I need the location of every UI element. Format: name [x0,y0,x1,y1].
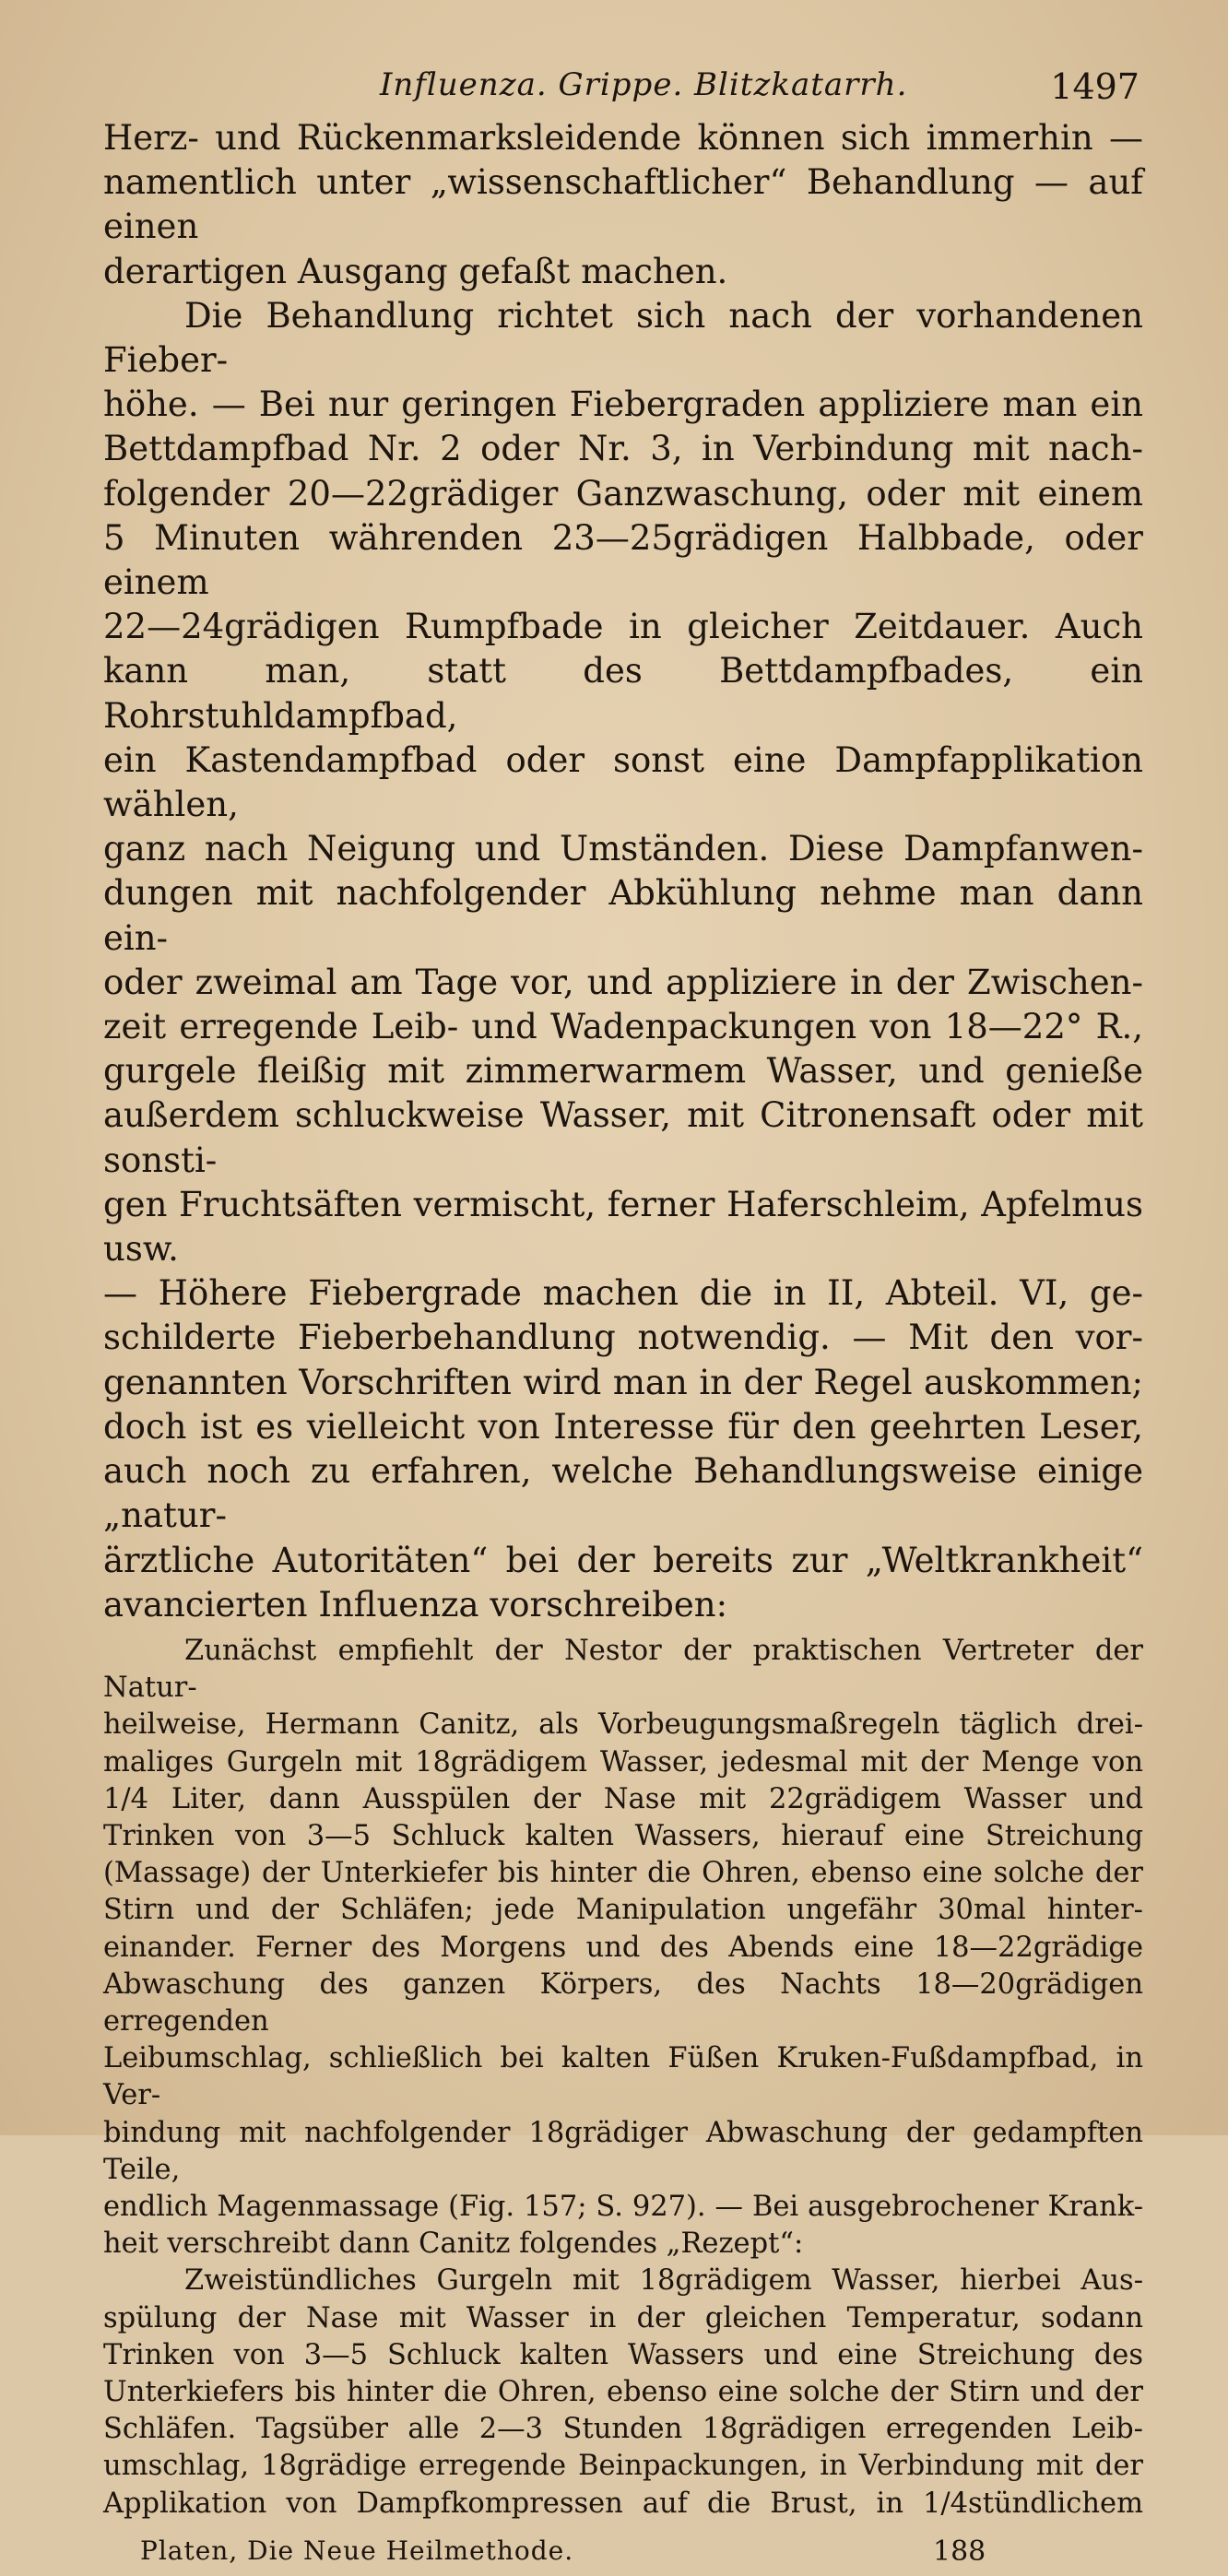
running-title: Influenza. Grippe. Blitzkatarrh. [380,66,908,103]
page-footer [103,2535,1143,2576]
text-line: 5 Minuten währenden 23—25grädigen Halbbade, oder einem [103,517,1143,603]
small-print-block [103,1633,1143,2523]
text-line: genannten Vorschriften wird man in der Regel auskommen; [103,1362,1143,1402]
text-line: zeit erregende Leib- und Wadenpackungen von 18—22° R., [103,1007,1143,1047]
small-text-line: Unterkiefers bis hinter die Ohren, ebenso eine solche der Stirn und der [103,2375,1143,2408]
text-line: Herz- und Rückenmarksleidende können sich immerhin — [103,118,1143,158]
small-text-line: Leibumschlag, schließlich bei kalten Füßen Kruken-Fußdampfbad, in Ver- [103,2042,1143,2112]
footer-author-title: Platen, Die Neue Heilmethode. [140,2535,574,2566]
text-line: höhe. — Bei nur geringen Fiebergraden appliziere man ein [103,384,1143,425]
small-text-line: einander. Ferner des Morgens und des Abends eine 18—22grädige [103,1931,1143,1964]
text-line: derartigen Ausgang gefaßt machen. [103,251,728,291]
small-text-line: Zunächst empfiehlt der Nestor der praktischen Vertreter der Natur- [103,1634,1143,1705]
small-text-line: Trinken von 3—5 Schluck kalten Wassers, hierauf eine Streichung [103,1819,1143,1852]
text-line: ärztliche Autoritäten“ bei der bereits zur „Weltkrankheit“ [103,1540,1143,1580]
text-line: gurgele fleißig mit zimmerwarmem Wasser, und genieße [103,1051,1143,1092]
small-text-line: heilweise, Hermann Canitz, als Vorbeugungsmaßregeln täglich drei- [103,1708,1143,1742]
text-line: namentlich unter „wissenschaftlicher“ Behandlung — auf einen [103,162,1143,247]
text-line: ganz nach Neigung und Umständen. Diese Dampfanwen- [103,829,1143,869]
text-line: auch noch zu erfahren, welche Behandlungsweise einige „natur- [103,1451,1143,1536]
text-line: avancierten Influenza vorschreiben: [103,1584,728,1625]
running-head [103,57,1143,116]
small-text-line: bindung mit nachfolgender 18grädiger Abwaschung der gedampften Teile, [103,2116,1143,2186]
main-text-block [103,116,1143,1627]
text-line: Die Behandlung richtet sich nach der vorhandenen Fieber- [103,295,1143,381]
text-line: doch ist es vielleicht von Interesse für den geehrten Leser, [103,1406,1143,1447]
small-text-line: maliges Gurgeln mit 18grädigem Wasser, jedesmal mit der Menge von [103,1745,1143,1778]
small-text-line: Zweistündliches Gurgeln mit 18grädigem Wasser, hierbei Aus- [184,2264,1143,2298]
text-line: gen Fruchtsäften vermischt, ferner Haferschleim, Apfelmus usw. [103,1184,1143,1270]
text-line: kann man, statt des Bettdampfbades, ein Rohrstuhldampfbad, [103,651,1143,736]
text-line: außerdem schluckweise Wasser, mit Citronensaft oder mit sonsti- [103,1095,1143,1180]
small-text-line: endlich Magenmassage (Fig. 157; S. 927). — Bei ausgebrochener Krank- [103,2190,1143,2223]
text-line: dungen mit nachfolgender Abkühlung nehme man dann ein- [103,873,1143,958]
small-text-line: Stirn und der Schläfen; jede Manipulation ungefähr 30mal hinter- [103,1894,1143,1927]
text-line: Bettdampfbad Nr. 2 oder Nr. 3, in Verbindung mit nach- [103,429,1143,469]
text-line: oder zweimal am Tage vor, und appliziere in der Zwischen- [103,962,1143,1002]
text-line: — Höhere Fiebergrade machen die in II, Abteil. VI, ge- [103,1273,1143,1314]
small-text-line: 1/4 Liter, dann Ausspülen der Nase mit 22grädigem Wasser und [103,1782,1143,1815]
text-line: ein Kastendampfbad oder sonst eine Dampfapplikation wählen, [103,739,1143,825]
small-text-line: umschlag, 18grädige erregende Beinpackungen, in Verbindung mit der [103,2450,1143,2483]
footer-sheet-number: 188 [933,2535,986,2568]
small-text-line: (Massage) der Unterkiefer bis hinter die Ohren, ebenso eine solche der [103,1857,1143,1890]
text-line: folgender 20—22grädiger Ganzwaschung, oder mit einem [103,473,1143,514]
small-text-line: spülung der Nase mit Wasser in der gleichen Temperatur, sodann [103,2301,1143,2334]
small-text-line: Abwaschung des ganzen Körpers, des Nachts 18—20grädigen erregenden [103,1967,1143,2038]
page-number: 1497 [1050,66,1139,107]
text-line: schilderte Fieberbehandlung notwendig. — Mit den vor- [103,1318,1143,1358]
small-text-line: Applikation von Dampfkompressen auf die Brust, in 1/4stündlichem [103,2487,1143,2520]
small-text-line: Schläfen. Tagsüber alle 2—3 Stunden 18grädigen erregenden Leib- [103,2413,1143,2446]
text-line: 22—24grädigen Rumpfbade in gleicher Zeitdauer. Auch [103,607,1143,647]
small-text-line: heit verschreibt dann Canitz folgendes „Rezept“: [103,2227,804,2261]
small-text-line: Trinken von 3—5 Schluck kalten Wassers und eine Streichung des [103,2338,1143,2371]
